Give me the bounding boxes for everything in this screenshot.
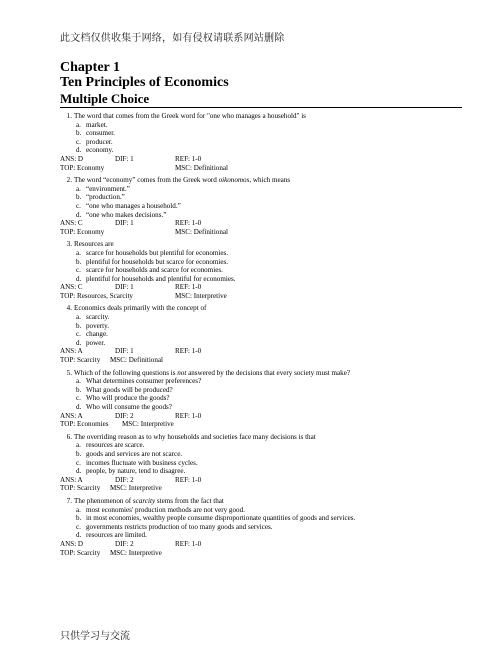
question-text-end: answered by the decisions that every society must make?	[186, 368, 351, 377]
answer-meta	[60, 540, 460, 549]
question-text: The overriding reason as to why households and societies face many decisions is that	[74, 432, 316, 441]
answer-option	[60, 506, 460, 515]
option-text: “one who makes decisions.”	[86, 210, 167, 219]
question-item	[60, 304, 460, 364]
answer-key: ANS: D	[60, 154, 84, 163]
reference: REF: 1-0	[175, 411, 202, 420]
option-letter: a.	[76, 313, 81, 322]
topic: TOP: Scarcity	[60, 356, 101, 365]
answer-meta	[60, 476, 460, 485]
option-text: producer.	[86, 137, 113, 146]
msc: MSC: Interpretive	[110, 484, 162, 493]
answer-option	[60, 138, 460, 147]
option-text: scarcity.	[86, 313, 110, 322]
question-number: 7.	[66, 496, 72, 505]
option-letter: d.	[76, 531, 82, 540]
answer-option	[60, 121, 460, 130]
question-text-end: , which means	[249, 176, 291, 185]
topic-meta	[60, 292, 460, 301]
answer-meta	[60, 412, 460, 421]
question-stem	[60, 369, 460, 378]
answer-option	[60, 275, 460, 284]
answer-option	[60, 330, 460, 339]
option-letter: a.	[76, 441, 81, 450]
option-text: What goods will be produced?	[86, 385, 173, 394]
question-item	[60, 433, 460, 493]
answer-option	[60, 193, 460, 202]
option-text: poverty.	[86, 321, 109, 330]
option-letter: a.	[76, 120, 81, 129]
topic-meta	[60, 356, 460, 365]
option-letter: b.	[76, 385, 82, 394]
answer-option	[60, 258, 460, 267]
topic: TOP: Scarcity	[60, 484, 101, 493]
option-letter: d.	[76, 146, 82, 155]
option-letter: d.	[76, 210, 82, 219]
question-stem	[60, 304, 460, 313]
option-letter: b.	[76, 321, 82, 330]
answer-option	[60, 313, 460, 322]
option-text: most economies' production methods are not very good.	[86, 505, 245, 514]
option-letter: d.	[76, 338, 82, 347]
option-text: resources are scarce.	[86, 441, 145, 450]
answer-option	[60, 266, 460, 275]
difficulty: DIF: 1	[115, 219, 134, 228]
topic: TOP: Scarcity	[60, 548, 101, 557]
difficulty: DIF: 2	[115, 475, 134, 484]
question-item	[60, 369, 460, 429]
option-text: “environment.”	[86, 184, 130, 193]
reference: REF: 1-0	[175, 347, 202, 356]
topic-meta	[60, 484, 460, 493]
option-letter: c.	[76, 137, 81, 146]
difficulty: DIF: 1	[115, 154, 134, 163]
topic: TOP: Economy	[60, 227, 105, 236]
answer-option	[60, 459, 460, 468]
answer-option	[60, 202, 460, 211]
option-text: in most economies, wealthy people consume disproportionate quantities of goods and services.	[86, 514, 356, 523]
answer-option	[60, 394, 460, 403]
question-text: The word that comes from the Greek word for "one who manages a household" is	[74, 112, 306, 120]
option-text: “one who manages a household.”	[86, 201, 181, 210]
option-letter: b.	[76, 449, 82, 458]
option-text: people, by nature, tend to disagree.	[86, 467, 186, 476]
answer-option	[60, 377, 460, 386]
chapter-title: Ten Principles of Economics	[60, 75, 229, 90]
chapter-heading	[60, 60, 229, 90]
question-number: 1.	[66, 112, 72, 120]
answer-key: ANS: C	[60, 283, 83, 292]
question-number: 3.	[66, 240, 72, 249]
question-stem	[60, 240, 460, 249]
chapter-number: Chapter 1	[60, 60, 121, 75]
msc: MSC: Interpretive	[122, 420, 174, 429]
question-text-italic: not	[177, 368, 187, 377]
option-text: incomes fluctuate with business cycles.	[86, 458, 198, 467]
answer-meta	[60, 283, 460, 292]
question-text: Resources are	[74, 240, 114, 249]
reference: REF: 1-0	[175, 539, 202, 548]
option-text: economy.	[86, 146, 114, 155]
option-text: scarce for households but plentiful for economies.	[86, 248, 229, 257]
question-number: 6.	[66, 432, 72, 441]
question-number: 5.	[66, 368, 72, 377]
question-text: The word “economy” comes from the Greek word	[74, 176, 219, 185]
question-item	[60, 176, 460, 236]
option-text: consumer.	[86, 129, 115, 138]
option-letter: c.	[76, 330, 81, 339]
answer-key: ANS: C	[60, 219, 83, 228]
option-text: plentiful for households and plentiful for economies.	[86, 274, 236, 283]
option-letter: c.	[76, 394, 81, 403]
option-letter: c.	[76, 266, 81, 275]
header-disclaimer: 此文档仅供收集于网络，如有侵权请联系网站删除	[60, 33, 285, 44]
option-letter: d.	[76, 274, 82, 283]
footer-disclaimer: 只供学习与交流	[60, 631, 130, 642]
question-item	[60, 240, 460, 300]
option-letter: c.	[76, 522, 81, 531]
answer-key: ANS: A	[60, 411, 83, 420]
msc: MSC: Definitional	[175, 227, 229, 236]
answer-option	[60, 514, 460, 523]
msc: MSC: Interpretive	[110, 548, 162, 557]
answer-option	[60, 403, 460, 412]
reference: REF: 1-0	[175, 283, 202, 292]
topic: TOP: Resources, Scarcity	[60, 291, 133, 300]
answer-option	[60, 386, 460, 395]
msc: MSC: Definitional	[110, 356, 164, 365]
question-text-end: stems from the fact that	[155, 496, 224, 505]
option-text: plentiful for households but scarce for economies.	[86, 257, 229, 266]
option-text: change.	[86, 330, 108, 339]
answer-option	[60, 467, 460, 476]
option-letter: c.	[76, 458, 81, 467]
option-text: Who will consume the goods?	[86, 403, 172, 411]
msc: MSC: Definitional	[175, 163, 229, 172]
answer-option	[60, 339, 460, 348]
option-text: “production.”	[86, 193, 125, 202]
answer-option	[60, 531, 460, 540]
answer-meta	[60, 347, 460, 356]
answer-option	[60, 185, 460, 194]
option-letter: b.	[76, 257, 82, 266]
option-text: market.	[86, 120, 108, 129]
reference: REF: 1-0	[175, 219, 202, 228]
topic-meta	[60, 420, 460, 429]
reference: REF: 1-0	[175, 154, 202, 163]
answer-option	[60, 146, 460, 155]
option-letter: b.	[76, 129, 82, 138]
question-item	[60, 497, 460, 557]
answer-key: ANS: A	[60, 347, 83, 356]
answer-option	[60, 322, 460, 331]
option-text: power.	[86, 338, 106, 347]
answer-option	[60, 211, 460, 220]
difficulty: DIF: 1	[115, 347, 134, 356]
question-text: Which of the following questions is	[74, 368, 178, 377]
answer-key: ANS: A	[60, 475, 83, 484]
difficulty: DIF: 2	[115, 411, 134, 420]
question-list	[60, 112, 460, 561]
option-text: governments restricts production of too many goods and services.	[86, 522, 273, 531]
question-item	[60, 112, 460, 172]
question-text: Economics deals primarily with the concept of	[74, 304, 207, 313]
topic: TOP: Economy	[60, 163, 105, 172]
option-letter: d.	[76, 467, 82, 476]
option-letter: a.	[76, 377, 81, 386]
question-stem	[60, 433, 460, 442]
answer-option	[60, 523, 460, 532]
question-stem	[60, 497, 460, 506]
question-text-italic: scarcity	[132, 496, 156, 505]
topic: TOP: Economies	[60, 420, 109, 429]
difficulty: DIF: 1	[115, 283, 134, 292]
option-text: resources are limited.	[86, 531, 147, 540]
option-letter: a.	[76, 184, 81, 193]
option-letter: d.	[76, 403, 82, 411]
section-divider	[60, 107, 462, 108]
question-number: 2.	[66, 176, 72, 185]
answer-option	[60, 450, 460, 459]
answer-option	[60, 441, 460, 450]
option-text: Who will produce the goods?	[86, 394, 170, 403]
topic-meta	[60, 164, 460, 173]
question-number: 4.	[66, 304, 72, 313]
option-letter: a.	[76, 505, 81, 514]
option-letter: b.	[76, 514, 82, 523]
difficulty: DIF: 2	[115, 539, 134, 548]
section-title: Multiple Choice	[60, 91, 150, 106]
question-text: The phenomenon of	[74, 496, 133, 505]
answer-option	[60, 249, 460, 258]
option-text: scarce for households and scarce for economies.	[86, 266, 223, 275]
topic-meta	[60, 549, 460, 558]
answer-meta	[60, 219, 460, 228]
reference: REF: 1-0	[175, 475, 202, 484]
option-text: What determines consumer preferences?	[86, 377, 202, 386]
question-text-italic: oikonomos	[218, 176, 250, 185]
option-letter: b.	[76, 193, 82, 202]
option-letter: a.	[76, 248, 81, 257]
answer-option	[60, 129, 460, 138]
msc: MSC: Interpretive	[175, 291, 227, 300]
question-stem	[60, 112, 460, 121]
option-text: goods and services are not scarce.	[86, 449, 183, 458]
answer-meta	[60, 155, 460, 164]
topic-meta	[60, 228, 460, 237]
question-stem	[60, 176, 460, 185]
answer-key: ANS: D	[60, 539, 84, 548]
option-letter: c.	[76, 201, 81, 210]
